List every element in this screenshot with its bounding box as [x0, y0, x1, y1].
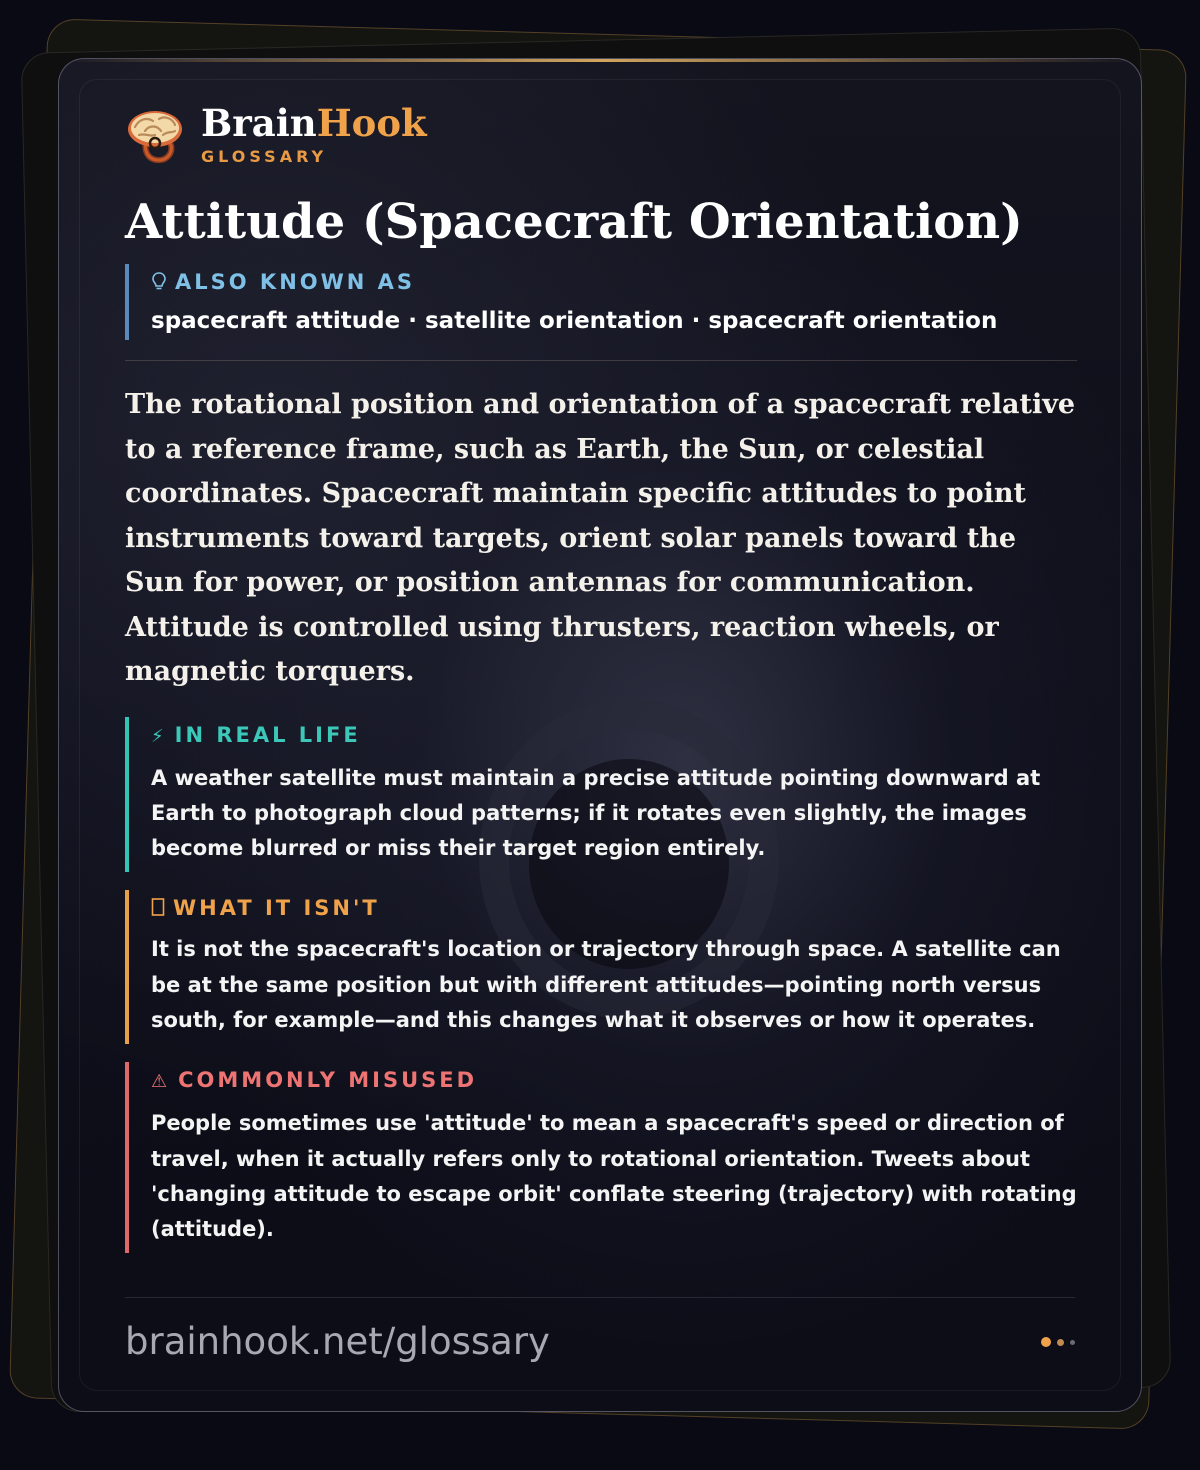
brain-hook-logo-icon: [125, 105, 185, 165]
in-real-life-label-row: [151, 721, 1077, 751]
commonly-misused-section: [125, 1062, 1077, 1253]
dot: [1057, 1339, 1064, 1346]
card-footer: [125, 1319, 1075, 1365]
brand-subtitle: GLOSSARY: [201, 147, 328, 166]
brand-name: [201, 103, 427, 143]
what-it-isnt-label-row: [151, 894, 1077, 922]
lightning-icon: ⚡: [151, 725, 167, 747]
warning-icon: ⚠: [151, 1071, 171, 1093]
brand-text: [201, 103, 427, 166]
term-definition: The rotational position and orientation of a spacecraft relative to a reference frame, such as Earth, the Sun, or celestial coordinates. Spacecraft maintain specific attitudes to point instruments toward targets, orient solar panels toward the Sun for power, or position antennas for communication. Attitude is controlled using thrusters, reaction wheels, or magnetic torquers.: [125, 389, 1076, 687]
what-it-isnt-label: WHAT IT ISN'T: [173, 896, 380, 921]
card-content: [125, 103, 1077, 1253]
lightbulb-icon: [151, 271, 167, 291]
also-known-as-label-row: [151, 268, 1077, 296]
glossary-card: [58, 58, 1142, 1412]
what-it-isnt-body: It is not the spacecraft's location or trajectory through space. A satellite can be at the same position but with different attitudes—pointing north versus south, for example—and this changes what it observes or how it operates.: [151, 937, 1061, 1032]
commonly-misused-body: People sometimes use 'attitude' to mean a spacecraft's speed or direction of travel, when it actually refers only to rotational orientation. Tweets about 'changing attitude to escape orbit' conflate steering (trajectory) with rotating (attitude).: [151, 1111, 1077, 1242]
brand-name-part1: Brain: [201, 101, 317, 145]
term-title: Attitude (Spacecraft Orientation): [125, 194, 1023, 250]
brand-name-part2: Hook: [316, 101, 427, 145]
in-real-life-body: A weather satellite must maintain a precise attitude pointing downward at Earth to photograph cloud patterns; if it rotates even slightly, the images become blurred or miss their target region entirely.: [151, 765, 1041, 861]
dot: [1070, 1340, 1075, 1345]
in-real-life-section: [125, 717, 1077, 873]
commonly-misused-label: COMMONLY MISUSED: [178, 1068, 478, 1093]
also-known-as-label: ALSO KNOWN AS: [175, 270, 416, 294]
header-divider: [125, 360, 1077, 361]
no-entry-icon: [151, 897, 165, 917]
commonly-misused-label-row: [151, 1066, 1077, 1096]
what-it-isnt-section: [125, 890, 1077, 1044]
in-real-life-label: IN REAL LIFE: [174, 722, 361, 747]
dot-active: [1041, 1337, 1051, 1347]
pagination-dots: [1041, 1337, 1075, 1347]
brand-header: [125, 103, 1077, 166]
footer-url-link[interactable]: brainhook.net/glossary: [125, 1320, 550, 1363]
also-known-as-terms: spacecraft attitude · satellite orientation · spacecraft orientation: [151, 308, 998, 334]
footer-divider: [125, 1297, 1075, 1298]
also-known-as-section: [125, 264, 1077, 340]
